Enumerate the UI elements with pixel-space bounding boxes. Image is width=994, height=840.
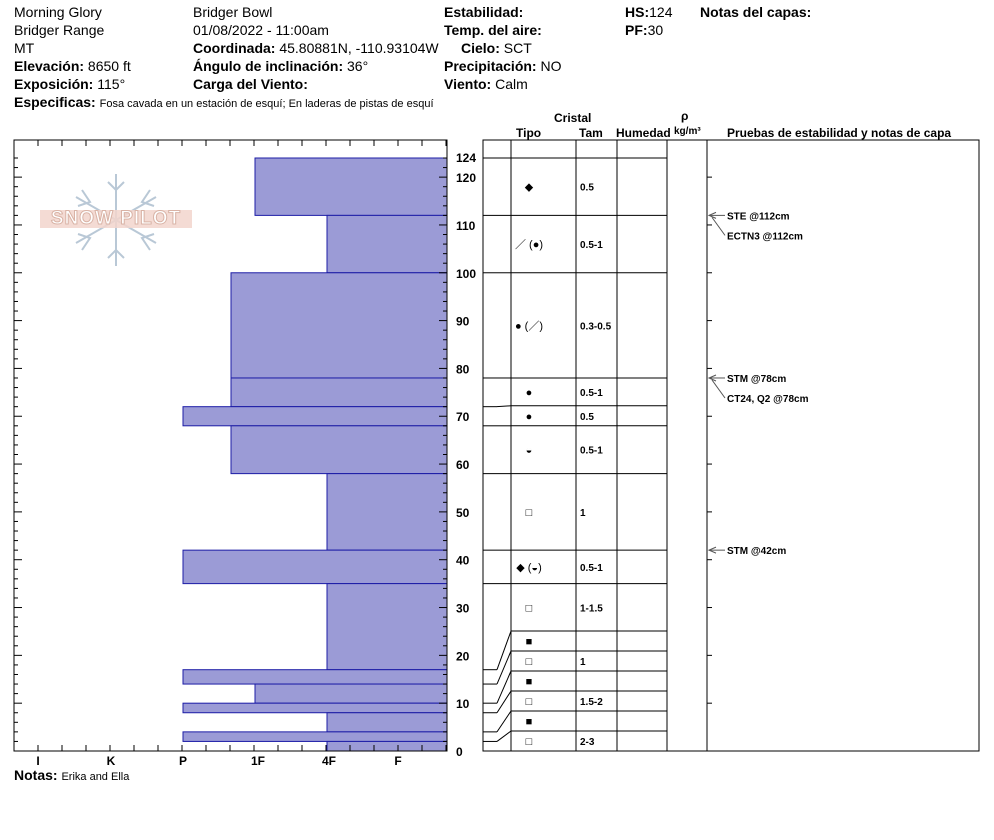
layer-connector xyxy=(497,651,511,684)
state-name: MT xyxy=(14,40,35,56)
depth-label: 110 xyxy=(456,218,476,233)
layer-connector xyxy=(497,671,511,703)
layer-connector xyxy=(497,406,511,407)
crystal-type: ／ (●) xyxy=(514,239,544,252)
slope-label: Ángulo de inclinación: xyxy=(193,58,344,74)
tests-header: Pruebas de estabilidad y notas de capa xyxy=(727,126,952,140)
hardness-label: I xyxy=(36,754,40,768)
crystal-size: 1.5-2 xyxy=(580,697,603,708)
crystal-type: ◒ xyxy=(525,444,533,457)
wind-value: Calm xyxy=(495,76,528,92)
test-leader xyxy=(712,217,725,235)
hardness-label: P xyxy=(178,754,188,768)
stability-test-label: ECTN3 @112cm xyxy=(727,231,803,243)
density-unit-header: kg/m³ xyxy=(674,126,701,137)
notes-field xyxy=(14,767,129,785)
hardness-label: 1F xyxy=(250,754,266,768)
crystal-size: 0.5-1 xyxy=(580,387,603,399)
crystal-type: ● xyxy=(525,386,533,399)
notes-value: Erika and Ella xyxy=(61,771,130,783)
crystal-size: 1-1.5 xyxy=(580,603,603,615)
hardness-label: K xyxy=(106,754,116,768)
crystal-type: □ xyxy=(525,506,533,519)
hardness-bar xyxy=(231,426,447,474)
logo-text: SNOW PILOT xyxy=(50,208,182,229)
notes-label: Notas: xyxy=(14,767,58,783)
layer-connector xyxy=(497,631,511,670)
hardness-bar xyxy=(255,684,447,703)
depth-label: 120 xyxy=(456,171,477,186)
hardness-bar xyxy=(183,732,447,742)
crystal-type: □ xyxy=(525,736,533,748)
hardness-bar xyxy=(327,474,447,551)
depth-label: 0 xyxy=(456,745,463,759)
layer-connector xyxy=(497,731,511,741)
range-name: Bridger Range xyxy=(14,22,105,38)
rho-header: ρ xyxy=(681,109,689,123)
specifics-label: Especificas: xyxy=(14,94,96,110)
sky-label: Cielo: xyxy=(461,40,500,56)
moisture-header: Humedad xyxy=(616,126,671,140)
crystal-type: ◆ xyxy=(524,181,534,194)
hs-value: 124 xyxy=(649,4,673,20)
crystal-type: □ xyxy=(525,696,533,708)
layer-connector xyxy=(497,711,511,732)
crystal-type: ● (／) xyxy=(514,320,544,333)
crystal-type: ■ xyxy=(525,676,533,688)
coordinate-value: 45.80881N, -110.93104W xyxy=(279,40,439,56)
crystal-type: ■ xyxy=(525,636,533,648)
hardness-label: F xyxy=(394,754,402,768)
air-temp-label: Temp. del aire: xyxy=(444,22,542,38)
type-header: Tipo xyxy=(516,126,542,140)
size-header: Tam xyxy=(579,126,603,140)
wind-label: Viento: xyxy=(444,76,492,92)
depth-label: 70 xyxy=(456,410,470,425)
pf-label: PF: xyxy=(625,22,648,38)
precip-value: NO xyxy=(540,58,562,74)
crystal-size: 0.5 xyxy=(580,182,594,194)
depth-label: 50 xyxy=(456,505,470,520)
hardness-bar xyxy=(183,407,447,426)
hardness-bar xyxy=(255,158,447,215)
crystal-size: 2-3 xyxy=(580,737,595,748)
stability-test-label: STE @112cm xyxy=(727,211,790,223)
crystal-type: □ xyxy=(525,656,533,668)
crystal-type: □ xyxy=(525,602,533,615)
hardness-bar xyxy=(183,703,447,713)
depth-label: 10 xyxy=(456,697,470,712)
hardness-bar xyxy=(183,670,447,684)
depth-label: 124 xyxy=(456,151,477,165)
observer-name: Morning Glory xyxy=(14,4,102,20)
depth-label: 80 xyxy=(456,362,470,377)
hardness-bar xyxy=(183,550,447,583)
elevation-label: Elevación: xyxy=(14,58,85,74)
depth-label: 90 xyxy=(456,314,470,329)
crystal-size: 0.5 xyxy=(580,411,594,423)
depth-label: 30 xyxy=(456,601,470,616)
layer-notes-label: Notas del capas: xyxy=(700,4,812,20)
wind-load-label: Carga del Viento: xyxy=(193,76,308,92)
hardness-bar xyxy=(231,273,447,378)
depth-label: 40 xyxy=(456,553,470,568)
datetime: 01/08/2022 - 11:00am xyxy=(193,22,329,38)
crystal-type: ◆ (◒) xyxy=(516,561,542,574)
layer-connector xyxy=(497,691,511,713)
hardness-bar xyxy=(327,741,447,751)
stability-test-label: STM @42cm xyxy=(727,546,787,558)
aspect-value: 115° xyxy=(97,76,126,92)
hardness-bar xyxy=(327,713,447,732)
hardness-bar xyxy=(327,215,447,272)
crystal-size: 0.5-1 xyxy=(580,445,603,457)
crystal-type: ■ xyxy=(525,716,533,728)
crystal-header: Cristal xyxy=(554,111,592,125)
crystal-size: 1 xyxy=(580,657,586,668)
hardness-label: 4F xyxy=(321,754,337,768)
hardness-bar xyxy=(327,584,447,670)
elevation-value: 8650 ft xyxy=(87,58,131,74)
depth-label: 20 xyxy=(456,649,470,664)
precip-label: Precipitación: xyxy=(444,58,537,74)
location-name: Bridger Bowl xyxy=(193,4,273,20)
hs-label: HS: xyxy=(625,4,650,20)
depth-label: 100 xyxy=(456,266,477,281)
crystal-type: ● xyxy=(525,410,533,423)
specifics-value: Fosa cavada en un estación de esquí; En laderas de pistas de esquí xyxy=(99,98,434,110)
stability-test-label: STM @78cm xyxy=(727,373,787,385)
depth-label: 60 xyxy=(456,458,470,473)
crystal-size: 0.5-1 xyxy=(580,240,603,252)
sky-value: SCT xyxy=(503,40,532,56)
stability-test-label: CT24, Q2 @78cm xyxy=(727,393,809,405)
stability-label: Estabilidad: xyxy=(444,4,524,20)
test-leader xyxy=(712,380,725,398)
hardness-bar xyxy=(231,378,447,407)
coordinate-label: Coordinada: xyxy=(193,40,276,56)
crystal-size: 0.3-0.5 xyxy=(580,321,612,333)
slope-value: 36° xyxy=(347,58,369,74)
aspect-label: Exposición: xyxy=(14,76,94,92)
crystal-size: 0.5-1 xyxy=(580,562,603,574)
pf-value: 30 xyxy=(647,22,664,38)
crystal-size: 1 xyxy=(580,507,586,519)
